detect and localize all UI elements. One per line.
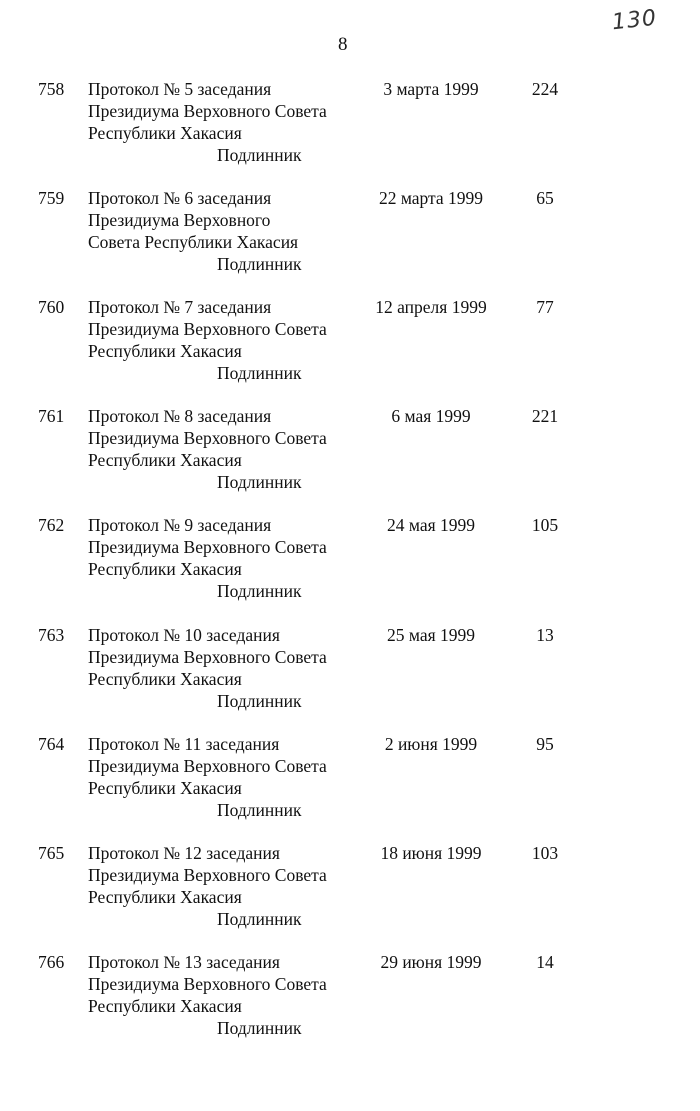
description-line: Республики Хакасия (88, 778, 242, 798)
sheet-count: 221 (531, 406, 559, 426)
description-line: Совета Республики Хакасия (88, 232, 299, 252)
description-line: Республики Хакасия (88, 996, 242, 1016)
description-line: Протокол № 12 заседания (88, 843, 280, 863)
original-mark: Подлинник (217, 581, 302, 601)
description-line: Протокол № 7 заседания (88, 297, 272, 317)
entry-date: 29 июня 1999 (380, 952, 482, 972)
original-mark: Подлинник (217, 254, 302, 274)
description-line: Президиума Верховного Совета (88, 974, 327, 994)
description-line: Республики Хакасия (88, 123, 242, 143)
description-line: Президиума Верховного Совета (88, 647, 327, 667)
inventory-entry (0, 624, 700, 724)
description-line: Республики Хакасия (88, 341, 242, 361)
description-line: Президиума Верховного (88, 210, 271, 230)
entry-description (88, 733, 358, 799)
entry-description (88, 951, 358, 1017)
description-line: Республики Хакасия (88, 559, 242, 579)
entry-date: 24 мая 1999 (386, 515, 476, 535)
sheet-count: 103 (531, 843, 559, 863)
entry-number: 760 (38, 297, 65, 317)
original-mark: Подлинник (217, 472, 302, 492)
description-line: Республики Хакасия (88, 887, 242, 907)
entry-date: 12 апреля 1999 (375, 297, 487, 317)
description-line: Республики Хакасия (88, 450, 242, 470)
sheet-count: 13 (536, 625, 554, 645)
entry-number: 764 (38, 734, 65, 754)
page-number: 8 (338, 34, 348, 55)
description-line: Протокол № 10 заседания (88, 625, 280, 645)
sheet-count: 224 (531, 79, 559, 99)
description-line: Протокол № 6 заседания (88, 188, 272, 208)
original-mark: Подлинник (217, 800, 302, 820)
entry-date: 2 июня 1999 (384, 734, 478, 754)
description-line: Республики Хакасия (88, 669, 242, 689)
original-mark: Подлинник (217, 691, 302, 711)
handwritten-sheet-number: 130 (610, 5, 659, 36)
description-line: Протокол № 11 заседания (88, 734, 280, 754)
inventory-entry (0, 187, 700, 287)
description-line: Протокол № 5 заседания (88, 79, 272, 99)
inventory-entry (0, 296, 700, 396)
entry-date: 25 мая 1999 (386, 625, 476, 645)
description-line: Протокол № 8 заседания (88, 406, 272, 426)
inventory-entry (0, 405, 700, 505)
entry-description (88, 842, 358, 908)
sheet-count: 105 (531, 515, 559, 535)
entry-date: 3 марта 1999 (383, 79, 479, 99)
entry-number: 765 (38, 843, 65, 863)
inventory-entry (0, 78, 700, 178)
entry-description (88, 624, 358, 690)
sheet-count: 14 (536, 952, 554, 972)
entry-description (88, 78, 358, 144)
entry-date: 22 марта 1999 (378, 188, 484, 208)
entry-description (88, 296, 358, 362)
description-line: Протокол № 9 заседания (88, 515, 272, 535)
sheet-count: 65 (536, 188, 554, 208)
original-mark: Подлинник (217, 145, 302, 165)
inventory-entry (0, 842, 700, 942)
description-line: Президиума Верховного Совета (88, 101, 327, 121)
entry-description (88, 187, 358, 253)
entry-number: 762 (38, 515, 65, 535)
entry-number: 761 (38, 406, 65, 426)
original-mark: Подлинник (217, 363, 302, 383)
sheet-count: 95 (536, 734, 554, 754)
description-line: Президиума Верховного Совета (88, 537, 327, 557)
entry-description (88, 514, 358, 580)
entry-number: 759 (38, 188, 65, 208)
entry-date: 18 июня 1999 (380, 843, 482, 863)
original-mark: Подлинник (217, 1018, 302, 1038)
description-line: Президиума Верховного Совета (88, 756, 327, 776)
entry-description (88, 405, 358, 471)
entry-number: 758 (38, 79, 65, 99)
entry-date: 6 мая 1999 (391, 406, 471, 426)
sheet-count: 77 (536, 297, 554, 317)
inventory-entry (0, 514, 700, 614)
description-line: Президиума Верховного Совета (88, 428, 327, 448)
entry-number: 766 (38, 952, 65, 972)
description-line: Президиума Верховного Совета (88, 865, 327, 885)
inventory-entry (0, 733, 700, 833)
description-line: Протокол № 13 заседания (88, 952, 280, 972)
entry-number: 763 (38, 625, 65, 645)
description-line: Президиума Верховного Совета (88, 319, 327, 339)
original-mark: Подлинник (217, 909, 302, 929)
inventory-entry (0, 951, 700, 1051)
